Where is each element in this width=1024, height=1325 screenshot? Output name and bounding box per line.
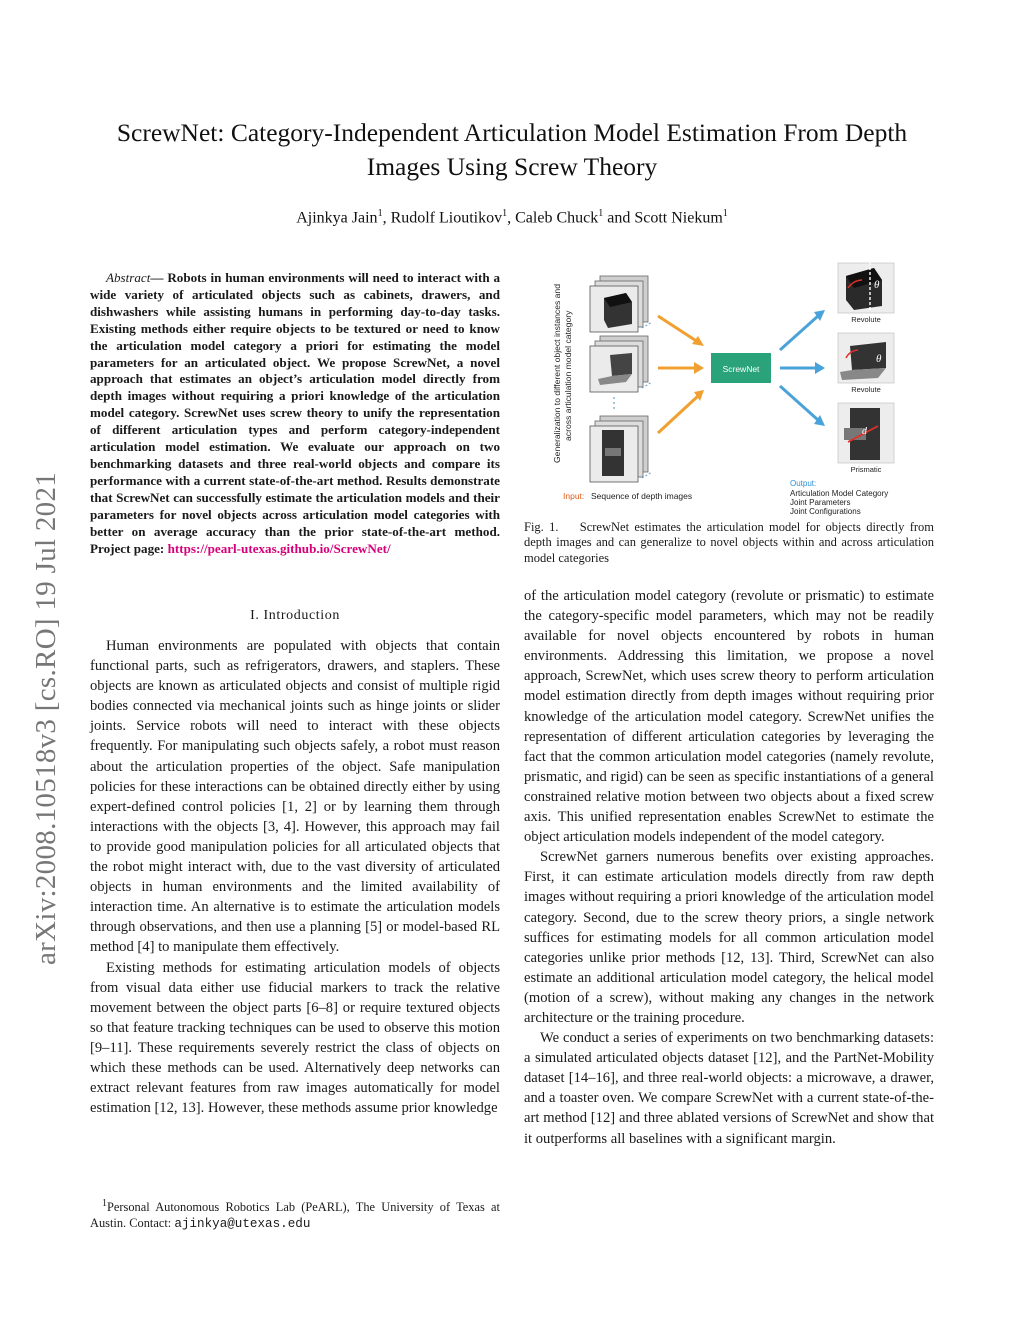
side-label-line-2: across articulation model category	[563, 310, 573, 441]
caption-text: ScrewNet estimates the articulation model for objects directly from depth images and can generalize to novel objects within and across articulation model categories	[524, 520, 934, 565]
output-revolute-2	[838, 333, 894, 394]
paragraph: Existing methods for estimating articulation models of objects from visual data either use fiducial markers to track the relative movement between the object parts [6–8] or require textured objects so that feature tracking techniques can be used to observe this motion [9–11]. These requirements severely restrict the class of objects on which these methods can be used. Alternatively deep networks can extract relevant features from raw images automatically for model estimation [12, 13]. However, these methods assume prior knowledge	[90, 959, 500, 1117]
affiliation-mark: 1	[377, 208, 383, 219]
input-legend	[563, 491, 692, 501]
theta-symbol: θ	[876, 353, 882, 365]
input-arrows	[658, 316, 704, 433]
abstract-text: Robots in human environments will need to interact with a wide variety of articulated objects such as cabinets, drawers, and dishwashers while assisting humans in performing day-to-day tasks. Existing methods either require objects to be textured or need to know the articulation model category a priori for estimating the model parameters for an articulated object. We propose ScrewNet, a novel approach that estimates an object’s articulation model directly from depth images without requiring a priori knowledge of the articulation model category. ScrewNet uses screw theory to unify the representation of different articulation types and perform category-independent articulation model estimation. We evaluate our approach on two benchmarking datasets and three real-world objects and compare its performance with a current state-of-the-art method. Results demonstrate that ScrewNet can successfully estimate the articulation models and their parameters for novel objects across articulation model categories with better on average accuracy than the prior state-of-the-art method. Project page:	[90, 270, 500, 556]
output-label: Revolute	[851, 385, 881, 394]
caption-label: Fig. 1.	[524, 520, 559, 534]
affiliation-mark: 1	[502, 208, 508, 219]
input-stack-drawer	[590, 416, 652, 482]
paragraph: Human environments are populated with objects that contain functional parts, such as refrigerators, drawers, and staplers. These objects are known as articulated objects and consist of multiple rigid bodies connected via mechanical joints such as hinge joints or slider joints. Service robots will need to interact with these objects frequently. For manipulating such objects safely, a robot must reason about the articulation properties of the object. Safe manipulation policies for these interactions can be obtained directly either by using expert-defined control policies [1, 2] or by learning them through interactions with the objects [3, 4]. However, this approach may fail to provide good manipulation policies for all articulated objects that the robot might interact with, due to the vast diversity of articulated objects in human environments and the limited availability of interaction time. An alternative is to estimate the articulation models through observations, and then use a planning [5] or model-based RL method [4] to manipulate them effectively.	[90, 638, 500, 956]
paragraph: ScrewNet garners numerous benefits over existing approaches. First, it can estimate articulation models directly from raw depth images without requiring a priori knowledge of the articulation model category. Second, due to the screw theory priors, a single network suffices for estimating models for all common articulation model categories unlike prior methods [12, 13]. Third, ScrewNet can also estimate an additional articulation model category, the helical model (motion of a screw), without making any changes in the network architecture or the training procedure.	[524, 849, 934, 1026]
input-stack-cabinet	[590, 276, 652, 332]
ellipsis-dots	[613, 397, 615, 409]
output-prismatic	[838, 403, 894, 474]
abstract-label: Abstract	[106, 270, 151, 285]
distance-symbol: d	[862, 426, 867, 437]
screwnet-block	[711, 353, 771, 383]
theta-symbol: θ	[874, 279, 880, 291]
author-name: Scott Niekum	[634, 209, 723, 227]
affiliation-mark: 1	[598, 208, 604, 219]
footnote-mark: 1	[102, 1198, 107, 1209]
output-legend-item: Joint Configurations	[790, 507, 861, 516]
contact-email[interactable]: ajinkya@utexas.edu	[174, 1216, 311, 1231]
arxiv-identifier[interactable]: arXiv:2008.10518v3 [cs.RO] 19 Jul 2021	[30, 471, 62, 965]
author-name: Caleb Chuck	[515, 209, 599, 227]
input-legend-text: Sequence of depth images	[591, 491, 693, 501]
side-label-line-1: Generalization to different object instances and	[552, 284, 562, 463]
output-legend-label: Output:	[790, 479, 817, 488]
affiliation-footnote: $^1$Personal Autonomous Robotics Lab (PeARL), The University of Texas at Austin. Contact: ajinkya@utexas.edu	[90, 1198, 500, 1231]
output-legend	[790, 479, 888, 516]
right-column-body	[524, 586, 934, 1149]
section-heading-introduction: I. Introduction	[250, 608, 340, 623]
figure-caption	[524, 520, 934, 566]
output-revolute-1	[838, 262, 894, 324]
paper-title: ScrewNet: Category-Independent Articulation Model Estimation From Depth Images Using Screw Theory	[116, 118, 908, 181]
output-arrows	[780, 310, 825, 426]
author-name: Rudolf Lioutikov	[390, 209, 503, 227]
abstract: Abstract— Robots in human environments will need to interact with a wide variety of articulated objects such as cabinets, drawers, and dishwashers while assisting humans in performing day-to-day tasks. Existing methods either require objects to be textured or need to know the articulation model category a priori for estimating the model parameters for an articulated object. We propose ScrewNet, a novel approach that estimates an object’s articulation model directly from depth images without requiring a priori knowledge of the articulation model category. ScrewNet uses screw theory to unify the representation of different articulation types and perform category-independent articulation model estimation. We evaluate our approach on two benchmarking datasets and three real-world objects and compare its performance with a current state-of-the-art method. Results demonstrate that ScrewNet can successfully estimate the articulation models and their parameters for novel objects across articulation model categories with better on average accuracy than the prior state-of-the-art method. Project page: https://pearl-utexas.github.io/ScrewNet/	[90, 270, 500, 556]
output-legend-item: Articulation Model Category	[790, 489, 889, 498]
author-name: Ajinkya Jain	[296, 209, 378, 227]
introduction-body	[90, 636, 500, 1118]
input-stack-laptop	[590, 336, 652, 392]
affiliation-mark: 1	[722, 208, 728, 219]
project-page-link[interactable]: https://pearl-utexas.github.io/ScrewNet/	[167, 540, 391, 556]
paragraph: of the articulation model category (revolute or prismatic) to estimate the category-specific model parameters, which may not be readily available for novel objects encountered by robots in human environments. Addressing this limitation, we propose a novel approach, ScrewNet, which uses screw theory to perform articulation model estimation directly from depth images without requiring prior knowledge of the articulation model category. ScrewNet unifies the representation of different articulation categories by leveraging the fact that the common articulation model categories (namely revolute, prismatic, and rigid) can be seen as specific instantiations of a general constrained relative motion between two objects about a fixed screw axis. This unified representation enables ScrewNet to estimate the object articulation models independent of the model category.	[524, 588, 934, 846]
input-legend-label: Input:	[563, 491, 585, 501]
output-legend-item: Joint Parameters	[790, 498, 851, 507]
output-label: Prismatic	[850, 465, 882, 474]
author-list: Ajinkya Jain$^1$, Rudolf Lioutikov$^1$, Caleb Chuck$^1$ and Scott Niekum$^1$	[296, 208, 728, 227]
side-label	[552, 284, 573, 463]
network-label: ScrewNet	[722, 364, 760, 374]
figure-1-diagram	[548, 258, 928, 516]
paragraph: We conduct a series of experiments on two benchmarking datasets: a simulated articulated objects dataset [12], and the PartNet-Mobility dataset [14–16], and three real-world objects: a microwave, a drawer, and a toaster oven. We compare ScrewNet with a current state-of-the-art method [12] and three ablated versions of ScrewNet and show that it outperforms all baselines with a significant margin.	[524, 1030, 934, 1147]
output-label: Revolute	[851, 315, 881, 324]
